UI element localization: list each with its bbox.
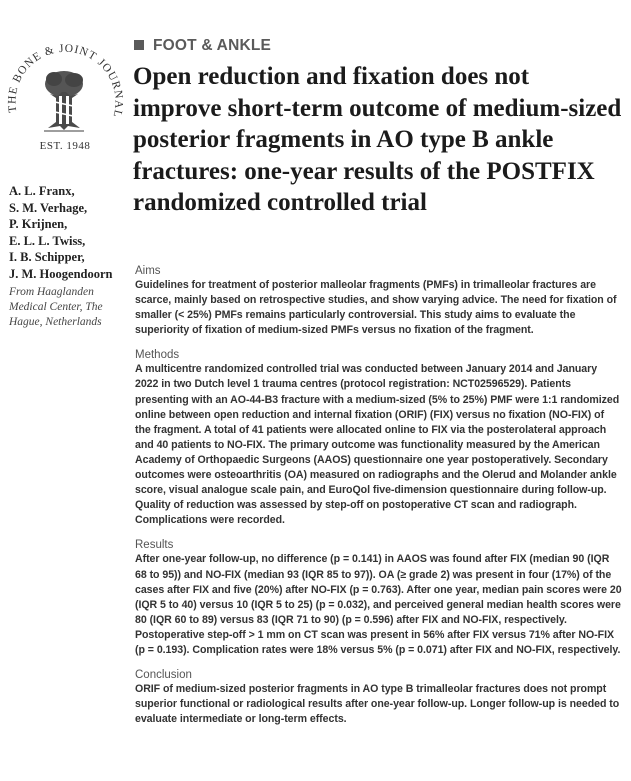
- square-bullet-icon: [134, 40, 144, 50]
- logo-established: EST. 1948: [39, 140, 91, 152]
- author: P. Krijnen,: [9, 217, 68, 231]
- author-list: [9, 183, 133, 282]
- article-title: Open reduction and fixation does not improve short-term outcome of medium-sized posterior fragments in AO type B ankle fractures: one-year results of the POSTFIX randomized controlled trial: [133, 63, 622, 216]
- aims-text: Guidelines for treatment of posterior malleolar fragments (PMFs) in trimalleolar fractures are scarce, mainly based on retrospective studies, and show varying advice. The need for fixation of smaller (< 25%) PMFs remains particularly controversial. This study aims to evaluate the superiority of fixation of medium-sized PMFs versus no fixation of the fragment.: [135, 279, 617, 337]
- results-heading: Results: [135, 539, 174, 552]
- results-text: After one-year follow-up, no difference (p = 0.141) in AAOS was found after FIX (median 90 (IQR 68 to 95)) and NO-FIX (median 93 (IQR 85 to 97)). OA (≥ grade 2) was present in four (17%) of the cases after FIX and five (20%) after NO-FIX (p = 0.763). After one year, median pain scores were 20 (IQR 5 to 40) versus 10 (IQR 5 to 25) (p = 0.032), and perceived general median health scores were 80 (IQR 60 to 89) versus 83 (IQR 71 to 90) (p = 0.596) after FIX and NO-FIX, respectively. Postoperative step-off > 1 mm on CT scan was present in 56% after FIX versus 71% after NO-FIX (p = 0.193). Complication rates were 18% versus 5% (p = 0.071) after FIX and NO-FIX, respectively.: [135, 553, 622, 656]
- section-label: [134, 37, 271, 55]
- author: A. L. Franx,: [9, 184, 75, 198]
- conclusion-text: ORIF of medium-sized posterior fragments in AO type B trimalleolar fractures does not prompt superior functional or radiological results after one-year follow-up. Longer follow-up is needed to evaluate intermediate or long-term effects.: [135, 683, 620, 726]
- tree-icon: [44, 71, 84, 131]
- methods-heading: Methods: [135, 349, 180, 362]
- methods-text: A multicentre randomized controlled trial was conducted between January 2014 and January 2022 in two Dutch level 1 trauma centres (protocol registration: NCT02596529). Patients presenting with an AO-44-B3 fracture with a medium-sized (5% to 25%) PMF were 1:1 randomized online between open reduction and internal fixation (ORIF) (FIX) versus no fixation (NO-FIX) of the fragment. A total of 41 patients were allocated online to FIX via the posterolateral approach and 40 patients to NO-FIX. The primary outcome was functionality measured by the American Academy of Orthopaedic Surgeons (AAOS) questionnaire one year postoperatively. Secondary outcomes were osteoarthritis (OA) measured on radiographs and the Olerud and Molander ankle score, visual analogue scale pain, and EuroQol five-dimension questionnaire during follow-up. Quality of reduction was assessed by step-off on postoperative CT scan and radiograph. Complications were recorded.: [135, 363, 620, 527]
- author: S. M. Verhage,: [9, 200, 88, 215]
- author: E. L. L. Twiss,: [9, 233, 86, 248]
- abstract: [135, 264, 622, 737]
- affiliation: From Haaglanden Medical Center, The Hague, Netherlands: [9, 286, 103, 328]
- logo-text: THE BONE & JOINT JOURNAL: [6, 42, 125, 120]
- author: I. B. Schipper,: [9, 250, 85, 264]
- section-label-text: FOOT & ANKLE: [153, 37, 272, 54]
- journal-logo: [4, 36, 126, 168]
- author: J. M. Hoogendoorn: [9, 266, 113, 281]
- aims-heading: Aims: [135, 265, 161, 277]
- conclusion-heading: Conclusion: [135, 669, 192, 682]
